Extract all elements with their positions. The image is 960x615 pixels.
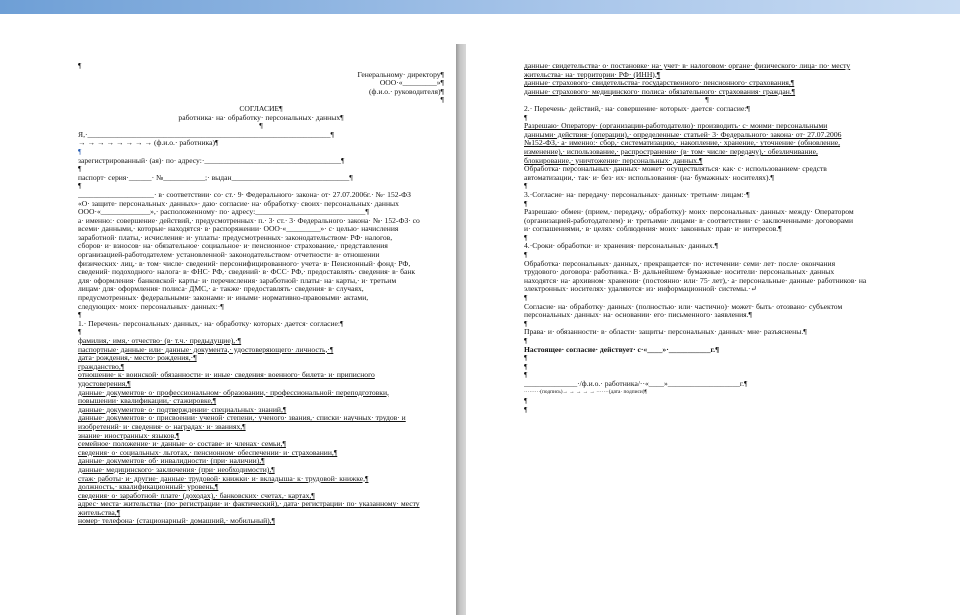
text-line: и· соглашениями,· в· целях· соблюдения· моих· законных· прав· и· интересов.¶ xyxy=(524,225,782,234)
list-item: сведения· о· социальных· льготах,· пенсионном· обеспечении· и· страховании,¶ xyxy=(78,448,338,457)
paragraph-mark: ¶ xyxy=(524,294,528,303)
list-item: удостоверения,¶ xyxy=(78,379,131,388)
paragraph-mark: ¶ xyxy=(524,337,528,345)
actions-paragraph xyxy=(524,122,890,165)
text-line: автоматизации,· так· и· без· их· использования· (на· бумажных· носителях).¶ xyxy=(524,173,774,182)
text-line: физических· лиц,· в· том· числе· сведений· персонифицированного· учета· в· Пенсионный· фонд· РФ, xyxy=(78,259,411,268)
paragraph-mark: ¶ xyxy=(440,96,444,105)
list-item: фамилия,· имя,· отчество· (в· т.ч.· предыдущие),·¶ xyxy=(78,337,242,345)
addressee-line: Генеральному· директору¶ xyxy=(357,70,444,79)
registration-line: зарегистрированный· (ая)· по· адресу:·____________________________________¶ xyxy=(78,156,345,165)
list-item: отношение· к· воинской· обязанности· и· иные· сведения· военного· билета· и· приписного xyxy=(78,371,375,380)
paragraph-mark: ¶ xyxy=(524,251,528,260)
addressee-name: (ф.и.о.· руководителя)¶ xyxy=(368,87,444,96)
paragraph-mark: ¶ xyxy=(78,147,82,156)
paragraph-mark: ¶ xyxy=(524,371,528,380)
validity-line: Настоящее· согласие· действует· с·«____»·___________г.¶ xyxy=(524,345,720,354)
list-item: жительства,¶ xyxy=(78,508,121,517)
text-line: всеми· данными,· которые· находятся· в· распоряжении· ООО·«_________»· с· целью· начисления xyxy=(78,225,399,234)
text-line: заработной· платы,· исчисления· и· уплаты· предусмотренных· законодательством· РФ· налогов, xyxy=(78,233,393,242)
list-item: дата· рождения,· место· рождения,·¶ xyxy=(78,354,197,363)
paragraph-mark: ¶ xyxy=(705,96,709,105)
list-item: должность,· квалификационный· уровень,¶ xyxy=(78,483,219,492)
list-item: гражданство,¶ xyxy=(78,362,125,371)
paragraph-mark: ¶ xyxy=(524,354,528,363)
text-line: лицам· для· оформления· полиса· ДМС,· а· также· предоставлять· сведения· в· случаях, xyxy=(78,285,364,294)
list-item: данные· документов· о· профессиональном· образовании,· профессиональной· переподготовки, xyxy=(78,388,389,397)
text-line: организацией-работодателем· установленной· законодательством· отчетности· в· отношении xyxy=(78,251,380,260)
signature-line: ______________·/ф.и.о.· работника/··«____»___________________г.¶ xyxy=(524,379,748,388)
paragraph-mark: ¶ xyxy=(78,62,82,70)
list-item: повышении· квалификации,· стажировке,¶ xyxy=(78,397,217,406)
list-item: данные· медицинского· заключения· (при· необходимости),¶ xyxy=(78,465,275,474)
text-line: Разрешаю· Оператору· (организации-работодателю)· производить· с· моими· персональными xyxy=(524,122,828,131)
document-title: СОГЛАСИЕ¶ xyxy=(239,104,283,113)
text-line: предусмотренных· федеральными· законами· и· иными· нормативно-правовыми· актами, xyxy=(78,294,369,303)
text-line: а· именно:· совершение· действий,· предусмотренных· п.· 3· ст.· 3· Федерального· закона· №· 152-ФЗ· со xyxy=(78,216,420,225)
text-line: трудового· договора· работника.· В· дальнейшем· бумажные· носители· персональных· данных xyxy=(524,268,835,277)
list-item: данные· страхового· свидетельства· государственного· пенсионного· страхования,¶ xyxy=(524,79,795,88)
transfer-paragraph xyxy=(524,208,890,234)
list-item: изобретений· и· сведения· о· наградах· и· званиях,¶ xyxy=(78,422,246,431)
window-title-bar xyxy=(0,0,960,14)
text-line: блокирование,· уничтожение· персональных· данных.¶ xyxy=(524,156,703,165)
text-line: (организацией-работодателем)· и· третьими· лицами· в· соответствии· с· заключенными· договорами xyxy=(524,216,854,225)
document-page-right xyxy=(524,62,890,615)
text-line: «О· защите· персональных· данных»· даю· согласие· на· обработку· своих· персональных· данных xyxy=(78,199,399,208)
paragraph-mark: ¶ xyxy=(78,182,82,191)
text-line: Обработка· персональных· данных,· прекращается· по· истечении· семи· лет· после· окончания xyxy=(524,259,836,268)
text-line: Согласие· на· обработку· данных· (полностью· или· частично)· может· быть· отозвано· субъектом xyxy=(524,302,843,311)
text-line: Обработка· персональных· данных· может· осуществляться· как· с· использованием· средств xyxy=(524,165,827,174)
list-item: сведения· о· заработной· плате· (доходах),· банковских· счетах,· картах,¶ xyxy=(78,491,315,500)
list-item: жительства· на· территории· РФ· (ИНН),¶ xyxy=(524,70,661,79)
paragraph-mark: ¶ xyxy=(78,311,82,320)
section-heading-1: 1.· Перечень· персональных· данных,· на· обработку· которых· дается· согласие:¶ xyxy=(78,319,344,328)
paragraph-mark: ¶ xyxy=(259,122,263,131)
paragraph-mark: ¶ xyxy=(524,397,528,406)
list-item: семейное· положение· и· данные· о· составе· и· членах· семьи,¶ xyxy=(78,440,286,449)
list-item: данные· документов· об· инвалидности· (при· наличии),¶ xyxy=(78,457,265,466)
paragraph-mark: ¶ xyxy=(524,362,528,371)
text-line: сведений· подоходного· налога· в· ФНС· РФ,· сведений· в· ФСС· РФ,· предоставлять· сведения· в· банк xyxy=(78,268,416,277)
text-line: Разрешаю· обмен· (прием,· передачу,· обработку)· моих· персональных· данных· между· Оператором xyxy=(524,208,854,217)
document-subtitle: работника· на· обработку· персональных· данных¶ xyxy=(178,113,344,122)
text-line: следующих· моих· персональных· данных:·¶ xyxy=(78,302,224,311)
list-item: данные· документов· о· присвоении· ученой· степени,· ученого· звания,· списки· научных· трудов· и xyxy=(78,414,406,423)
signature-caption: ·········(подпись)→ → → → → ·······(дата· подписи)¶ xyxy=(524,388,647,395)
text-line: №152-ФЗ,· а· именно:· сбор,· систематизацию,· накопление,· хранение,· уточнение· (обновление, xyxy=(524,139,841,148)
consent-paragraph xyxy=(78,191,444,311)
page-divider xyxy=(456,44,466,615)
text-line: ____________________· в· соответствии· со· ст.· 9· Федерального· закона· от· 27.07.2006г.· №· 152-ФЗ xyxy=(78,190,411,199)
addressee-company: ООО·«_________»¶ xyxy=(379,79,444,88)
fio-caption-line: → → → → → → → → (ф.и.о.· работника)¶ xyxy=(78,139,219,148)
document-page-left xyxy=(78,62,444,615)
list-item: знание· иностранных· языков,¶ xyxy=(78,431,180,440)
rights-line: Права· и· обязанности· в· области· защиты· персональных· данных· мне· разъяснены.¶ xyxy=(524,328,807,337)
text-line: сборов· и· взносов· на· обязательное· социальное· и· пенсионное· страхование,· представления xyxy=(78,242,388,251)
processing-paragraph xyxy=(524,165,890,182)
text-line: изменение),· использование,· распространение· (в· том· числе· передачу),· обезличивание, xyxy=(524,147,818,156)
paragraph-mark: ¶ xyxy=(524,319,528,328)
paragraph-mark: ¶ xyxy=(78,328,82,337)
text-line: данными· действия· (операции),· определенные· статьей· 3· Федерального· закона· от· 27.07.2006 xyxy=(524,130,842,139)
ya-field-line: Я,·________________________________________________________________¶ xyxy=(78,130,334,139)
list-item: номер· телефона· (стационарный· домашний,· мобильный),¶ xyxy=(78,517,276,526)
text-line: находятся· на· архивном· хранении· (постоянно· или· 75· лет),· а· персональные· данные· работников· на xyxy=(524,276,867,285)
text-line: персональных· данных· на· основании· его· письменного· заявления.¶ xyxy=(524,311,752,320)
paragraph-mark: ¶ xyxy=(524,199,528,208)
list-item: данные· свидетельства· о· постановке· на· учет· в· налоговом· органе· физического· лица· по· месту xyxy=(524,62,851,70)
text-line: для· оформления· банковской· карты· и· перечисления· заработной· платы· на· карты,· и· третьим xyxy=(78,276,397,285)
list-item: стаж· работы· и· другие· данные· трудовой· книжки· и· вкладыша· к· трудовой· книжке,¶ xyxy=(78,474,369,483)
paragraph-mark: ¶ xyxy=(524,405,528,414)
section-heading-4: 4.·Сроки· обработки· и· хранения· персональных· данных.¶ xyxy=(524,242,719,251)
section-heading-3: 3.·Согласие· на· передачу· персональных· данных· третьим· лицам:·¶ xyxy=(524,190,750,199)
personal-data-list xyxy=(78,337,444,526)
paragraph-mark: ¶ xyxy=(78,165,82,174)
terms-paragraph xyxy=(524,260,890,294)
revoke-paragraph xyxy=(524,303,890,320)
list-item: адрес· места· жительства· (по· регистрации· и· фактический),· дата· регистрации· по· указанному· месту xyxy=(78,500,420,509)
list-item: данные· страхового· медицинского· полиса· обязательного· страхования· граждан.¶ xyxy=(524,87,796,96)
passport-line: паспорт· серия·______· №___________;· выдан_______________________________¶ xyxy=(78,173,353,182)
text-line: электронных· носителях· удаляются· из· информационной· системы.·↵ xyxy=(524,285,757,294)
personal-data-list-continued xyxy=(524,62,890,96)
paragraph-mark: ¶ xyxy=(524,182,528,191)
section-heading-2: 2.· Перечень· действий,· на· совершение· которых· дается· согласие:¶ xyxy=(524,104,750,113)
list-item: данные· документов· о· подтверждении· специальных· знаний,¶ xyxy=(78,405,287,414)
paragraph-mark: ¶ xyxy=(524,233,528,242)
text-line: ООО·«_____________»,· расположенному· по· адресу:_____________________________¶ xyxy=(78,208,369,217)
list-item: паспортные· данные· или· данные· документа,· удостоверяющего· личность,·¶ xyxy=(78,345,334,354)
paragraph-mark: ¶ xyxy=(524,113,528,122)
